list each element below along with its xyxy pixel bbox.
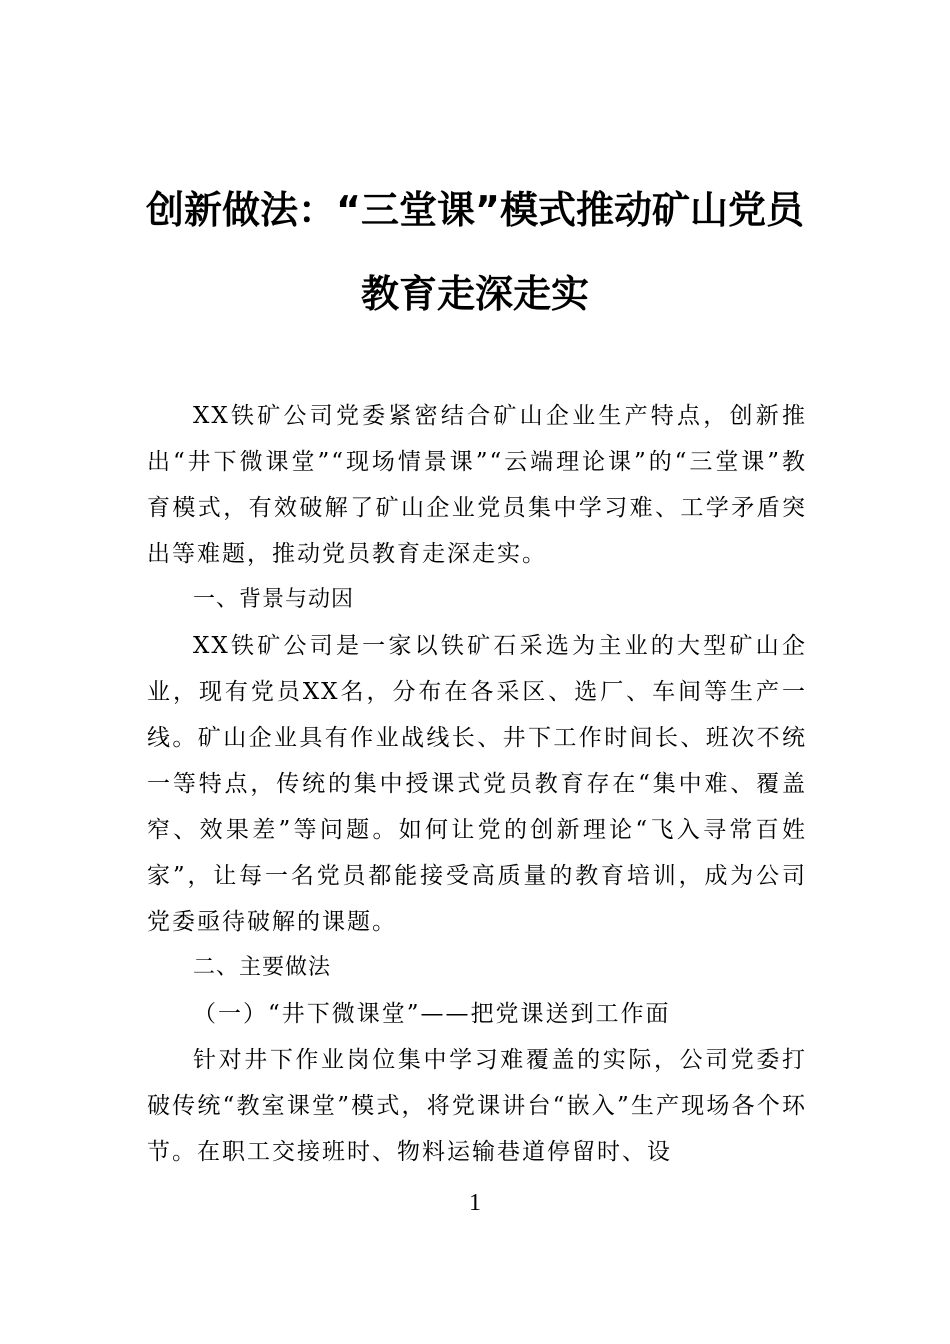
section-heading-practices: 二、主要做法 bbox=[193, 955, 332, 980]
background-paragraph: XX铁矿公司是一家以铁矿石采选为主业的大型矿山企业，现有党员XX名，分布在各采区、选厂、车间等生产一线。矿山企业具有作业战线长、井下工作时间长、班次不统一等特点，传统的集中授课式党员教育存在“集中难、覆盖窄、效果差”等问题。如何让党的创新理论“飞入寻常百姓家”，让每一名党员都能接受高质量的教育培训，成为公司党委亟待破解的课题。 bbox=[147, 633, 807, 935]
title-line-1: 创新做法：“三堂课”模式推动矿山党员 bbox=[146, 188, 804, 232]
underground-class-paragraph: 针对井下作业岗位集中学习难覆盖的实际，公司党委打破传统“教室课堂”模式，将党课讲台“嵌入”生产现场各个环节。在职工交接班时、物料运输巷道停留时、设 bbox=[147, 1047, 807, 1165]
intro-paragraph: XX铁矿公司党委紧密结合矿山企业生产特点，创新推出“井下微课堂”“现场情景课”“云端理论课”的“三堂课”教育模式，有效破解了矿山企业党员集中学习难、工学矛盾突出等难题，推动党员教育走深走实。 bbox=[147, 403, 807, 567]
page-number: 1 bbox=[469, 1190, 481, 1216]
document-title bbox=[100, 168, 850, 336]
title-line-2: 教育走深走实 bbox=[360, 272, 589, 316]
subsection-heading-underground-class: （一）“井下微课堂”——把党课送到工作面 bbox=[193, 1001, 671, 1027]
document-body bbox=[147, 393, 807, 1175]
section-heading-background: 一、背景与动因 bbox=[193, 587, 355, 612]
